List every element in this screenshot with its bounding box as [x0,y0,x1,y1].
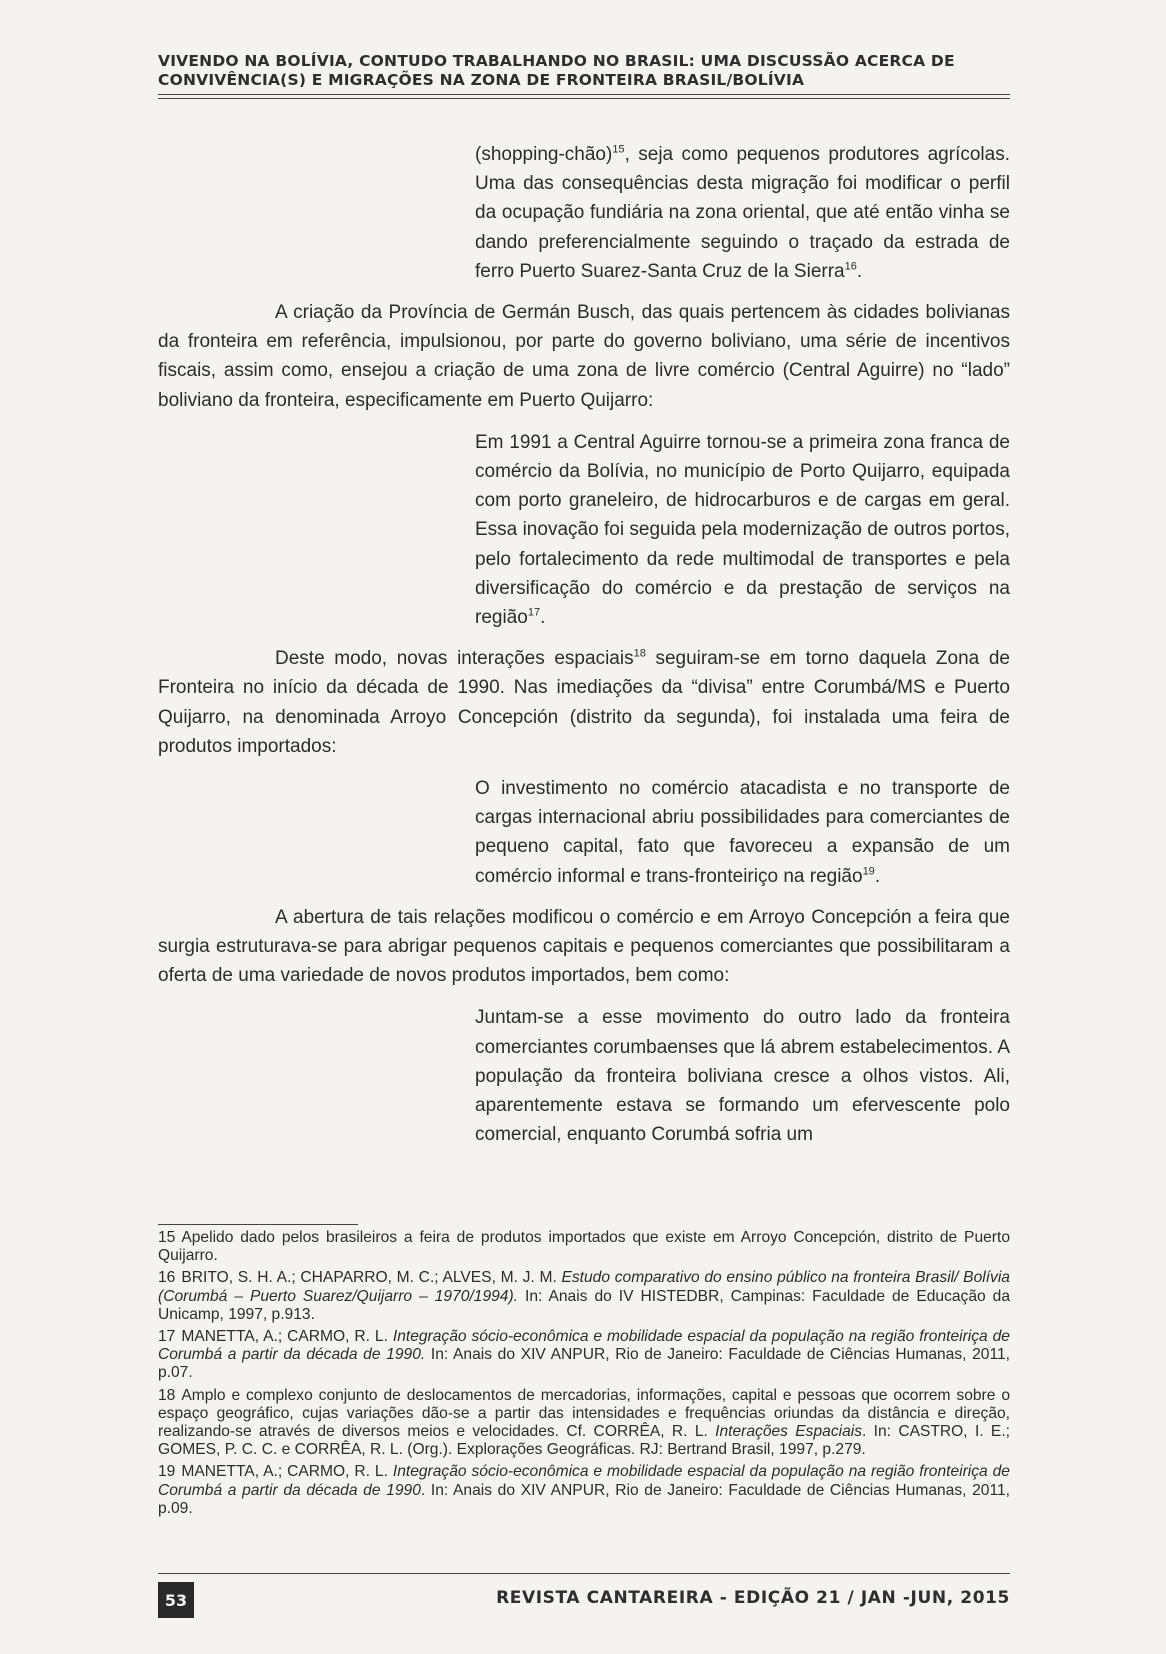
block-quote-3 [475,774,1010,891]
footnote-16-authors: BRITO, S. H. A.; CHAPARRO, M. C.; ALVES, M. J. M. [181,1269,562,1287]
footnote-ref-18: 18 [633,647,646,660]
article-body [158,140,1010,1150]
quote-1-end: . [856,260,863,282]
footnote-ref-19: 19 [862,865,875,878]
footnote-18-number: 18 [158,1386,176,1404]
footnote-15-number: 15 [158,1229,176,1246]
footnote-19-authors: MANETTA, A.; CARMO, R. L. [181,1463,393,1481]
quote-1-text-cont: , seja como pequenos produtores agrícolas. Uma das consequências desta migração foi modificar o perfil da ocupação fundiária na zona oriental, que até então vinha se dando preferencialmente seguindo o traçado da estrada de ferro Puerto Suarez-Santa Cruz de la Sierra [475,144,1010,282]
quote-2-end: . [540,607,546,629]
footnote-16-number: 16 [158,1269,176,1287]
footnote-16 [158,1269,1010,1324]
footnote-19 [158,1463,1010,1518]
footnote-19-source: . In: Anais do XIV ANPUR, Rio de Janeiro: Faculdade de Ciências Humanas, 2011, p.09. [158,1481,1010,1517]
footnote-15 [158,1229,1010,1265]
paragraph-3: A abertura de tais relações modificou o comércio e em Arroyo Concepción a feira que surgia estruturava-se para abrigar pequenos capitais e pequenos comerciantes que possibilitaram a oferta de uma variedade de novos produtos importados, bem como: [158,906,1010,987]
footnotes [158,1229,1010,1522]
footnote-19-title: Integração sócio-econômica e mobilidade espacial da população na região fronteiriça de Corumbá a partir da década de 1990 [158,1463,1010,1499]
footnote-17-source: In: Anais do XIV ANPUR, Rio de Janeiro: Faculdade de Ciências Humanas, 2011, p.07. [158,1346,1010,1382]
footnote-17-authors: MANETTA, A.; CARMO, R. L. [181,1328,393,1346]
journal-name: REVISTA CANTAREIRA - EDIÇÃO 21 / JAN -JUN, 2015 [496,1588,1010,1608]
block-quote-4: Juntam-se a esse movimento do outro lado da fronteira comerciantes corumbaenses que lá abrem estabelecimentos. A população da fronteira boliviana cresce a olhos vistos. Ali, aparentemente estava se formando um efervescente polo comercial, enquanto Corumbá sofria um [475,1007,1010,1146]
header-rule [158,94,1010,99]
quote-3-text: O investimento no comércio atacadista e no transporte de cargas internacional abriu possibilidades para comerciantes de pequeno capital, fato que favoreceu a expansão de um comércio informal e trans-fronteiriço na região [475,778,1010,887]
footnote-18-source: . In: CASTRO, I. E.; GOMES, P. C. C. e CORRÊA, R. L. (Org.). Explorações Geográficas. RJ: Bertrand Brasil, 1997, p.279. [158,1423,1010,1459]
footnote-18 [158,1387,1010,1460]
footnote-ref-16: 16 [844,260,857,273]
running-head-line-1: VIVENDO NA BOLÍVIA, CONTUDO TRABALHANDO NO BRASIL: UMA DISCUSSÃO ACERCA DE [158,52,955,70]
quote-3-end: . [874,865,881,887]
footnote-17 [158,1328,1010,1383]
footnote-ref-17: 17 [527,606,541,619]
quote-1-text: (shopping-chão) [475,144,613,165]
footnote-18-title: Interações Espaciais [715,1423,863,1441]
footnote-rule [158,1224,358,1225]
footer-rule [158,1573,1010,1574]
running-head-line-2: CONVIVÊNCIA(S) E MIGRAÇÕES NA ZONA DE FRONTEIRA BRASIL/BOLÍVIA [158,71,805,89]
footnote-17-number: 17 [158,1328,176,1346]
footnote-17-title: Integração sócio-econômica e mobilidade espacial da população na região fronteiriça de Corumbá a partir da década de 1990. [158,1328,1010,1364]
block-quote-2 [475,428,1010,632]
paragraph-2-text: Deste modo, novas interações espaciais [275,648,634,670]
paragraph-2-text-cont: seguiram-se em torno daquela Zona de Fronteira no início da década de 1990. Nas imediações da “divisa” entre Corumbá/MS e Puerto Quijarro, na denominada Arroyo Concepción (distrito da segunda), foi instalada uma feira de produtos importados: [158,648,1010,757]
footnote-ref-15: 15 [612,143,625,156]
footnote-18-text: Amplo e complexo conjunto de deslocamentos de mercadorias, informações, capital e pessoas que ocorrem sobre o espaço geográfico, cujas variações dão-se a partir das intensidades e frequências oriundas da distância e direção, realizando-se através de diversos meios e velocidades. Cf. CORRÊA, R. L. [158,1386,1010,1441]
footnote-16-title: Estudo comparativo do ensino público na fronteira Brasil/ Bolívia (Corumbá – Puerto Suarez/Quijarro – 1970/1994). [158,1269,1010,1305]
footnote-15-text: Apelido dado pelos brasileiros a feira de produtos importados que existe em Arroyo Concepción, distrito de Puerto Quijarro. [158,1229,1010,1265]
page-number: 53 [158,1582,194,1618]
running-head [158,52,1008,90]
paragraph-1: A criação da Província de Germán Busch, das quais pertencem às cidades bolivianas da fronteira em referência, impulsionou, por parte do governo boliviano, uma série de incentivos fiscais, assim como, ensejou a criação de uma zona de livre comércio (Central Aguirre) no “lado” boliviano da fronteira, especificamente em Puerto Quijarro: [158,302,1010,411]
footnote-19-number: 19 [158,1463,176,1481]
quote-2-text: Em 1991 a Central Aguirre tornou-se a primeira zona franca de comércio da Bolívia, no município de Porto Quijarro, equipada com porto graneleiro, de hidrocarburos e de cargas em geral. Essa inovação foi seguida pela modernização de outros portos, pelo fortalecimento da rede multimodal de transportes e pela diversificação do comércio e da prestação de serviços na região [475,431,1010,629]
block-quote-1 [475,140,1010,286]
footnote-16-source: In: Anais do IV HISTEDBR, Campinas: Faculdade de Educação da Unicamp, 1997, p.913. [158,1287,1011,1323]
paragraph-2 [158,644,1010,761]
